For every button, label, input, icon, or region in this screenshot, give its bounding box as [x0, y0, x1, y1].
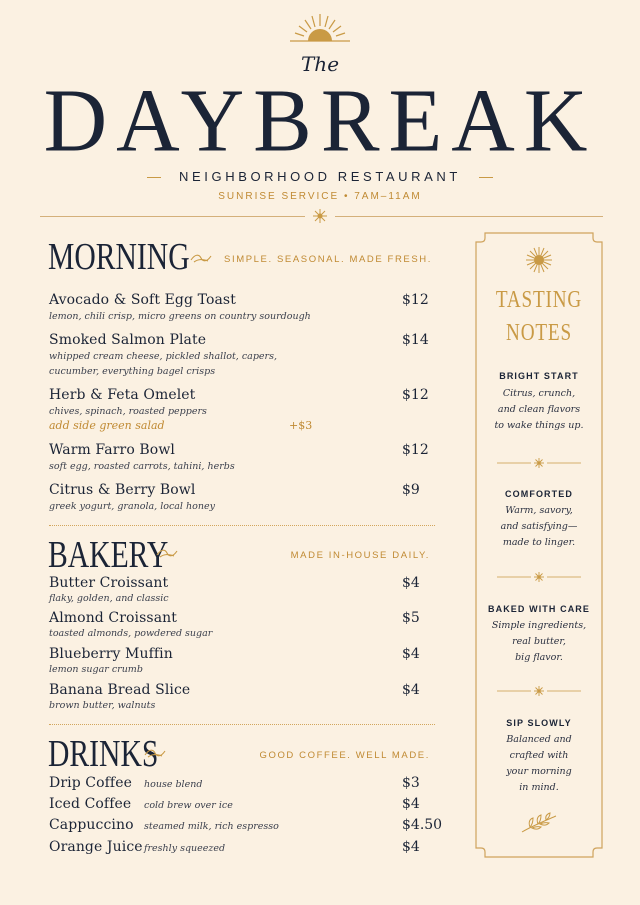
note-line: Citrus, crunch, [502, 388, 576, 399]
add-on-price: +$3 [289, 419, 313, 432]
note-line: your morning [506, 766, 572, 777]
note-line: Simple ingredients, [491, 620, 587, 631]
note-line: crafted with [509, 750, 569, 761]
sunrise-icon [288, 12, 352, 46]
menu-item-desc: cold brew over ice [144, 800, 233, 811]
menu-item-desc: chives, spinach, roasted peppers [49, 406, 207, 417]
service-hours: SUNRISE SERVICE • 7AM–11AM [218, 191, 422, 202]
menu-item-desc: soft egg, roasted carrots, tahini, herbs [49, 461, 235, 472]
menu-item-price: $12 [402, 387, 429, 403]
swash-icon [156, 547, 178, 559]
menu-item-name: Butter Croissant [49, 575, 169, 591]
section-subtitle-drinks: GOOD COFFEE. WELL MADE. [259, 750, 430, 761]
menu-item-name: Blueberry Muffin [49, 646, 173, 662]
laurel-icon [520, 812, 558, 834]
menu-item-desc: lemon, chili crisp, micro greens on country sourdough [49, 311, 311, 322]
menu-item-name: Citrus & Berry Bowl [49, 482, 196, 498]
menu-item-desc: brown butter, walnuts [49, 700, 156, 711]
tasting-notes-title: TASTING [495, 287, 583, 313]
menu-item-desc: toasted almonds, powdered sugar [49, 628, 213, 639]
add-on-label: add side green salad [49, 419, 165, 432]
section-title-morning: MORNING [48, 236, 190, 278]
section-divider [49, 724, 435, 725]
menu-item-price: $12 [402, 292, 429, 308]
header-divider-right [335, 216, 603, 217]
note-line: and satisfying— [500, 521, 578, 532]
menu-item-name: Iced Coffee [49, 796, 132, 812]
menu-item-price: $5 [402, 610, 420, 626]
swash-icon [190, 252, 212, 264]
brand-prefix: The [300, 52, 340, 76]
note-heading: BAKED WITH CARE [488, 604, 590, 614]
star-icon [312, 208, 328, 224]
note-line: and clean flavors [497, 404, 581, 415]
menu-item-name: Herb & Feta Omelet [49, 387, 196, 403]
tagline [0, 169, 640, 184]
menu-item-name: Avocado & Soft Egg Toast [49, 292, 236, 308]
menu-item-desc: freshly squeezed [144, 843, 226, 854]
note-line: Balanced and [506, 734, 572, 745]
menu-item-price: $4 [402, 646, 420, 662]
header-divider-left [40, 216, 305, 217]
note-heading: SIP SLOWLY [506, 718, 572, 728]
menu-item-price: $4 [402, 682, 420, 698]
menu-item-price: $12 [402, 442, 429, 458]
menu-item-price: $4 [402, 575, 420, 591]
restaurant-name: DAYBREAK [43, 72, 597, 171]
menu-item-desc-cont: cucumber, everything bagel crisps [49, 366, 216, 377]
dash-left [147, 177, 161, 178]
star-divider-icon [497, 685, 581, 697]
menu-item-desc: flaky, golden, and classic [49, 593, 169, 604]
menu-item-price: $14 [402, 332, 429, 348]
section-divider [49, 525, 435, 526]
star-divider-icon [497, 457, 581, 469]
star-divider-icon [497, 571, 581, 583]
menu-item-price: $4 [402, 796, 420, 812]
menu-item-name: Almond Croissant [49, 610, 177, 626]
sun-icon [526, 247, 552, 273]
menu-item-name: Orange Juice [49, 839, 143, 855]
note-line: in mind. [519, 782, 559, 793]
note-line: to wake things up. [494, 420, 584, 431]
swash-icon [144, 747, 166, 759]
tasting-notes-title-2: NOTES [506, 320, 572, 346]
section-title-bakery: BAKERY [48, 534, 169, 576]
tagline-text: NEIGHBORHOOD RESTAURANT [179, 169, 461, 184]
note-heading: BRIGHT START [499, 371, 579, 381]
menu-item-desc: lemon sugar crumb [49, 664, 143, 675]
menu-item-desc: steamed milk, rich espresso [144, 821, 279, 832]
menu-item-name: Smoked Salmon Plate [49, 332, 207, 348]
menu-item-desc: greek yogurt, granola, local honey [49, 501, 215, 512]
note-line: made to linger. [502, 537, 576, 548]
menu-item-price: $4 [402, 839, 420, 855]
note-line: real butter, [512, 636, 566, 647]
section-subtitle-bakery: MADE IN-HOUSE DAILY. [290, 550, 430, 561]
menu-item-name: Drip Coffee [49, 775, 132, 791]
menu-item-price: $9 [402, 482, 420, 498]
menu-item-name: Cappuccino [49, 817, 134, 833]
note-line: Warm, savory, [505, 505, 573, 516]
note-heading: COMFORTED [505, 489, 573, 499]
menu-item-desc: house blend [144, 779, 203, 790]
menu-item-price: $4.50 [402, 817, 443, 833]
section-subtitle-morning: SIMPLE. SEASONAL. MADE FRESH. [224, 254, 432, 265]
menu-item-price: $3 [402, 775, 420, 791]
menu-item-name: Banana Bread Slice [49, 682, 191, 698]
note-line: big flavor. [515, 652, 563, 663]
section-title-drinks: DRINKS [48, 733, 159, 775]
menu-item-desc: whipped cream cheese, pickled shallot, capers, [49, 351, 277, 362]
menu-item-name: Warm Farro Bowl [49, 442, 175, 458]
dash-right [479, 177, 493, 178]
